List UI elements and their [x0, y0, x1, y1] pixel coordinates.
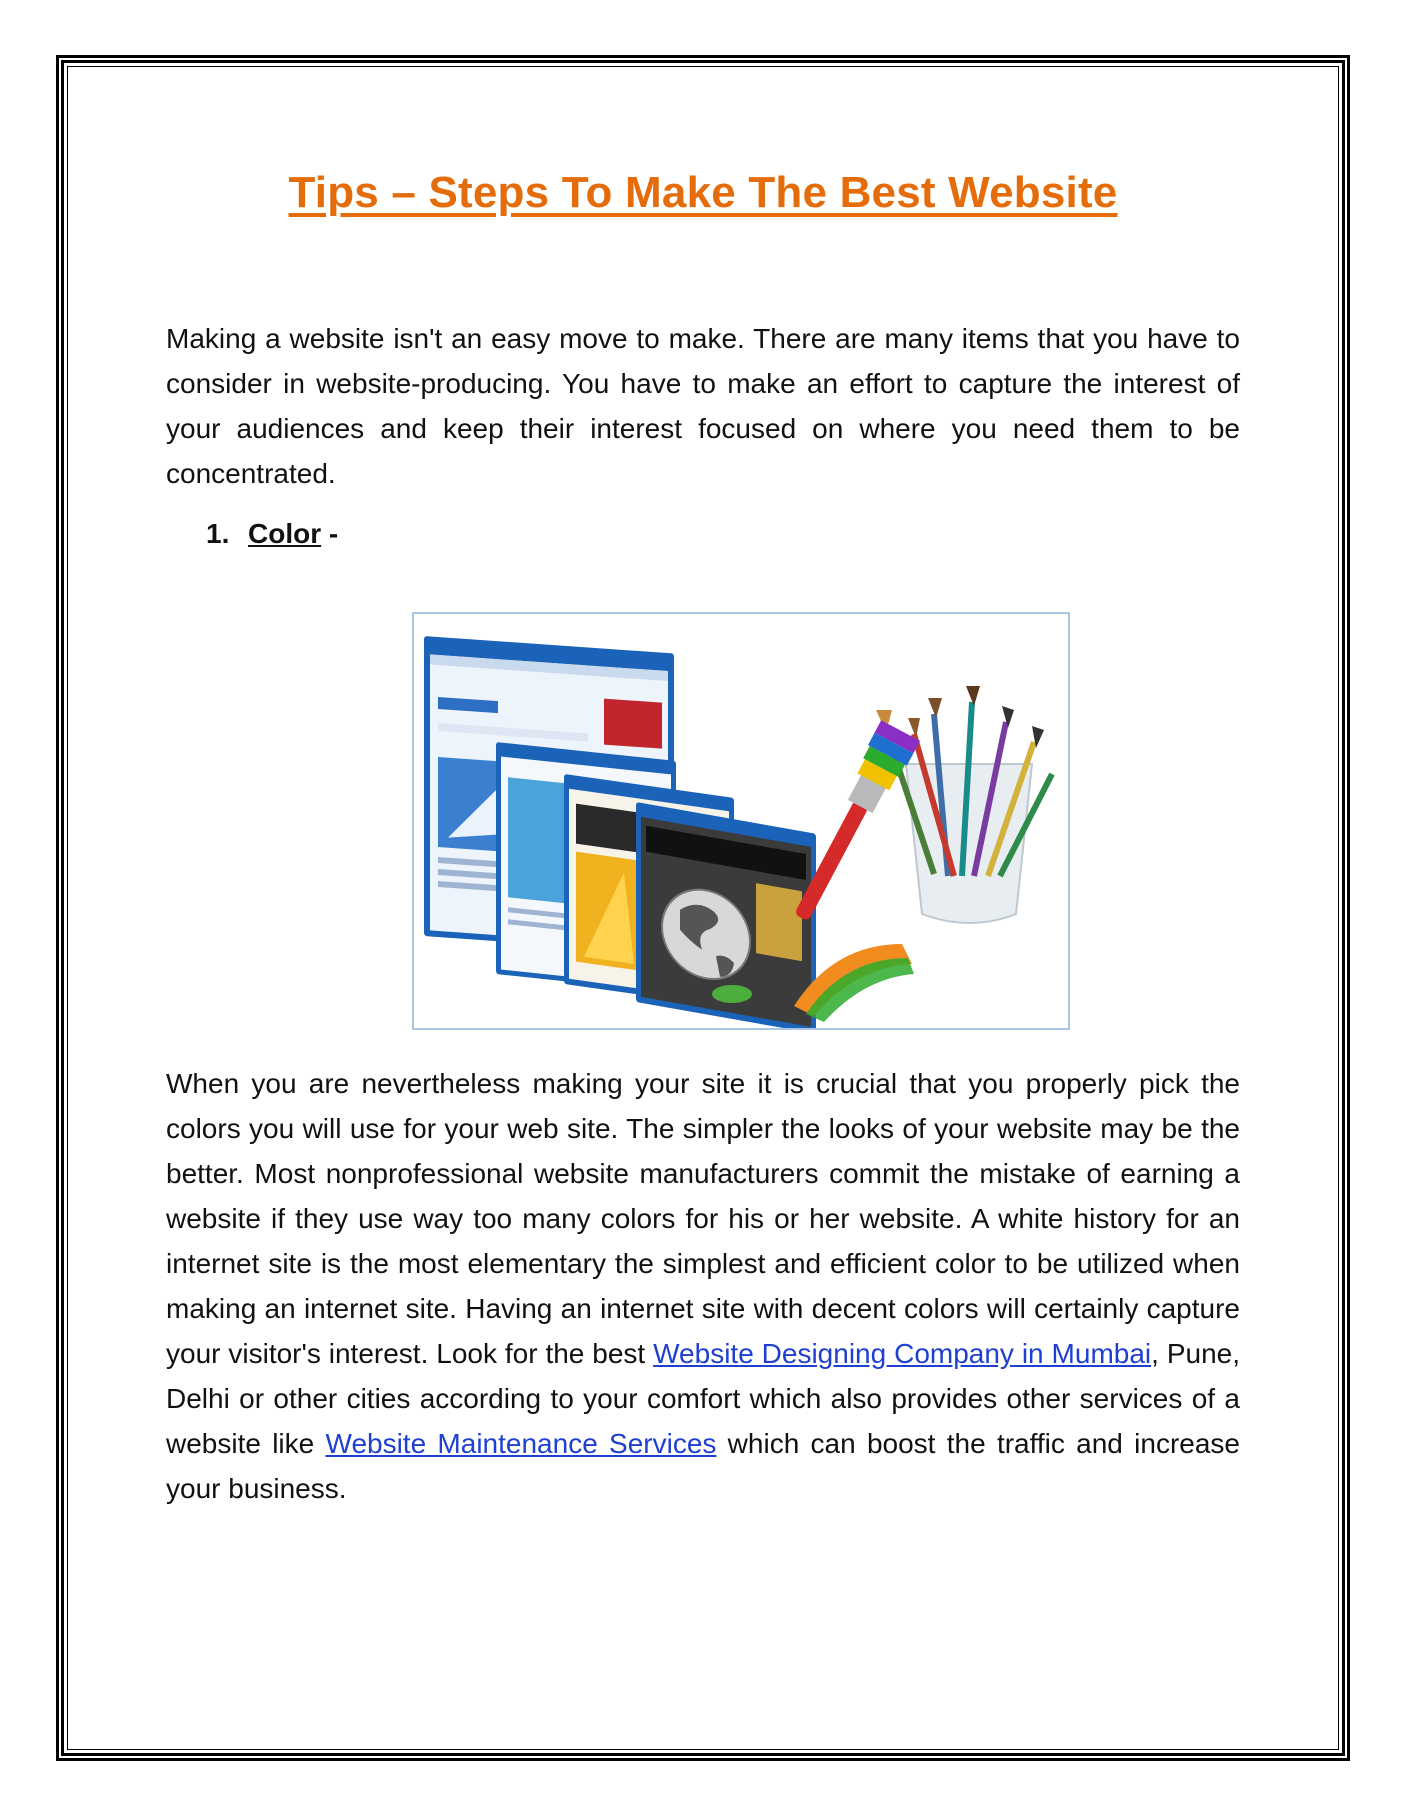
- intro-paragraph: Making a website isn't an easy move to make. There are many items that you have to consider in website-producing. You have to make an effort to capture the interest of your audiences and keep their interest focused on where you need them to be concentrated.: [166, 323, 1240, 489]
- body-text-middle: , Pune, Delhi or other cities according to your comfort which also provides other services of a website like: [166, 1338, 1240, 1459]
- list-item-suffix: -: [321, 518, 339, 549]
- list-item-label: Color: [248, 518, 322, 549]
- link-website-maintenance-services[interactable]: Website Maintenance Services: [325, 1428, 717, 1459]
- paint-drop: [712, 985, 752, 1003]
- page-title: Tips – Steps To Make The Best Website: [288, 168, 1118, 217]
- brush-glass: [876, 686, 1052, 923]
- illustration-graphic: [414, 614, 1068, 1028]
- list-item-color: [206, 518, 338, 550]
- body-text-start: When you are nevertheless making your site it is crucial that you properly pick the colors you will use for your web site. The simpler the looks of your website may be the better. Most nonprofessional website manufacturers commit the mistake of earning a website if they use way too many colors for his or her website. A white history for an internet site is the most elementary the simplest and efficient color to be utilized when making an internet site. Having an internet site with decent colors will certainly capture your visitor's interest. Look for the best: [166, 1068, 1240, 1369]
- list-item-number: 1.: [206, 518, 230, 549]
- link-website-designing-company[interactable]: Website Designing Company in Mumbai: [653, 1338, 1152, 1369]
- body-text-end: which can boost the traffic and increase your business.: [166, 1428, 1240, 1504]
- websites-and-paintbrushes-illustration: [412, 612, 1070, 1030]
- body-paragraph: [166, 1061, 1240, 1511]
